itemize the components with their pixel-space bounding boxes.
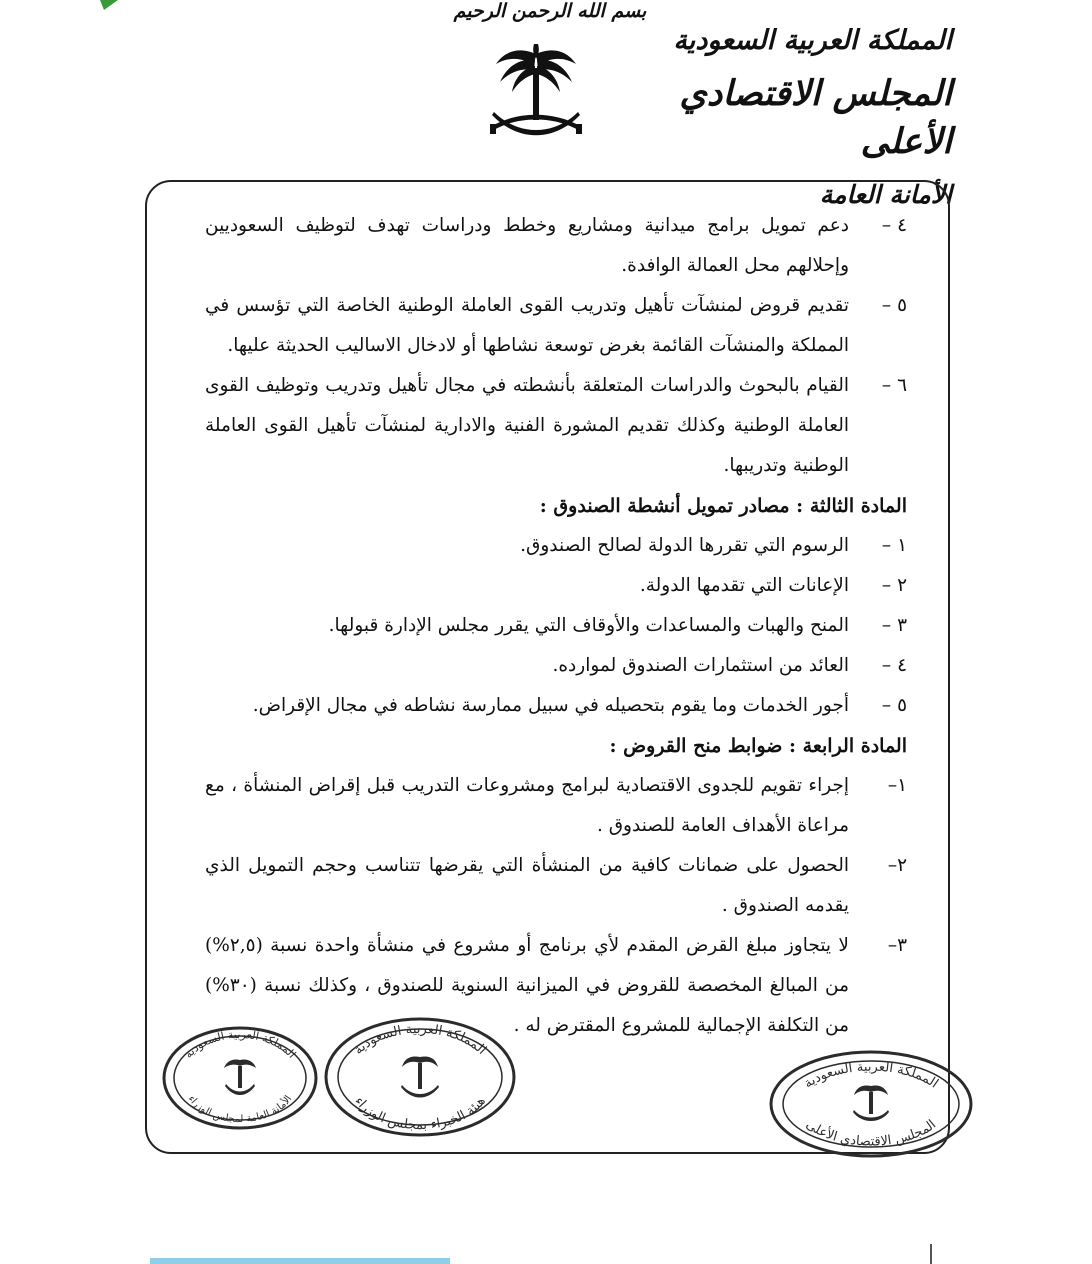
article-four-heading: المادة الرابعة : ضوابط منح القروض : — [609, 735, 907, 757]
item-number: ١ – — [881, 535, 907, 556]
item-text: أجور الخدمات وما يقوم بتحصيله في سبيل ممارسة نشاطه في مجال الإقراض. — [252, 695, 849, 716]
economic-council-seal-icon — [766, 1048, 976, 1160]
article-three-heading: المادة الثالثة : مصادر تمويل أنشطة الصندوق : — [539, 495, 907, 517]
item-number: ٥ – — [881, 695, 907, 716]
item-text: الرسوم التي تقررها الدولة لصالح الصندوق. — [520, 535, 849, 556]
seal-top-text: المملكة العربية السعودية — [351, 1021, 490, 1058]
item-text: العائد من استثمارات الصندوق لموارده. — [552, 655, 849, 676]
item-text: دعم تمويل برامج ميدانية ومشاريع وخطط ودراسات تهدف لتوظيف السعوديين وإحلالهم محل العمالة الوافدة. — [205, 215, 849, 276]
item-number: ٤ – — [881, 655, 907, 676]
item-text: الإعانات التي تقدمها الدولة. — [639, 575, 849, 596]
list-item — [205, 526, 907, 566]
item-text: الحصول على ضمانات كافية من المنشأة التي يقرضها تتناسب وحجم التمويل الذي يقدمه الصندوق . — [205, 855, 849, 916]
item-text: إجراء تقويم للجدوى الاقتصادية لبرامج ومشروعات التدريب قبل إقراض المنشأة ، مع مراعاة الأهداف العامة للصندوق . — [205, 775, 849, 836]
item-number: ٢– — [887, 855, 907, 876]
svg-text:المجلس الاقتصادي الأعلى — [803, 1117, 939, 1150]
seal-top-text: المملكة العربية السعودية — [801, 1059, 941, 1092]
list-item — [205, 206, 907, 286]
item-text: لا يتجاوز مبلغ القرض المقدم لأي برنامج أو مشروع في منشأة واحدة نسبة (٢,٥%) من المبالغ المخصصة للقروض في الميزانية السنوية للصندوق ، وكذلك نسبة (٣٠%) من التكلفة الإجمالية للمشروع المقترض له . — [205, 935, 849, 1036]
item-number: ٣– — [887, 935, 907, 956]
list-item — [205, 566, 907, 606]
seal-bottom-text: المجلس الاقتصادي الأعلى — [803, 1117, 940, 1150]
item-text: تقديم قروض لمنشآت تأهيل وتدريب القوى العاملة الوطنية الخاصة التي تؤسس في المملكة والمنشآت القائمة بغرض توسعة نشاطها أو لادخال الاساليب الحديثة عليها. — [205, 295, 849, 356]
footer-mark-icon — [150, 1258, 450, 1264]
item-number: ٢ – — [881, 575, 907, 596]
palm-swords-emblem-icon — [488, 40, 584, 158]
document-body — [205, 206, 907, 1046]
letterhead-council: المجلس الاقتصادي الأعلى — [679, 73, 952, 162]
item-text: المنح والهبات والمساعدات والأوقاف التي يقرر مجلس الإدارة قبولها. — [328, 615, 849, 636]
list-item — [205, 686, 907, 726]
seal-bottom-text: هيئة الخبراء بمجلس الوزراء — [351, 1094, 489, 1134]
item-number: ٤ – — [881, 215, 907, 236]
list-item — [205, 606, 907, 646]
cabinet-secretariat-seal-icon — [160, 1022, 320, 1130]
list-item — [205, 646, 907, 686]
corner-mark-icon — [100, 0, 118, 10]
letterhead-kingdom: المملكة العربية السعودية — [673, 25, 952, 56]
seal-bottom-text: الأمانة العامة لمجلس الوزراء — [185, 1093, 295, 1126]
experts-commission-seal-icon — [322, 1015, 518, 1139]
list-item — [205, 846, 907, 926]
basmala: بسم الله الرحمن الرحيم — [453, 0, 647, 22]
item-number: ٥ – — [881, 295, 907, 316]
footer-line — [930, 1244, 932, 1264]
seal-top-text: المملكة العربية السعودية — [181, 1027, 299, 1061]
item-number: ٣ – — [881, 615, 907, 636]
list-item — [205, 366, 907, 486]
item-number: ٦ – — [881, 375, 907, 396]
item-text: القيام بالبحوث والدراسات المتعلقة بأنشطته في مجال تأهيل وتدريب وتوظيف القوى العاملة الوطنية وكذلك تقديم المشورة الفنية والادارية لمنشآت تأهيل القوى العاملة الوطنية وتدريبها. — [205, 375, 849, 476]
svg-text:المملكة العربية السعودية — [182, 1028, 299, 1061]
item-number: ١– — [887, 775, 907, 796]
letterhead-secretariat: الأمانة العامة — [819, 180, 952, 209]
list-item — [205, 766, 907, 846]
list-item — [205, 286, 907, 366]
